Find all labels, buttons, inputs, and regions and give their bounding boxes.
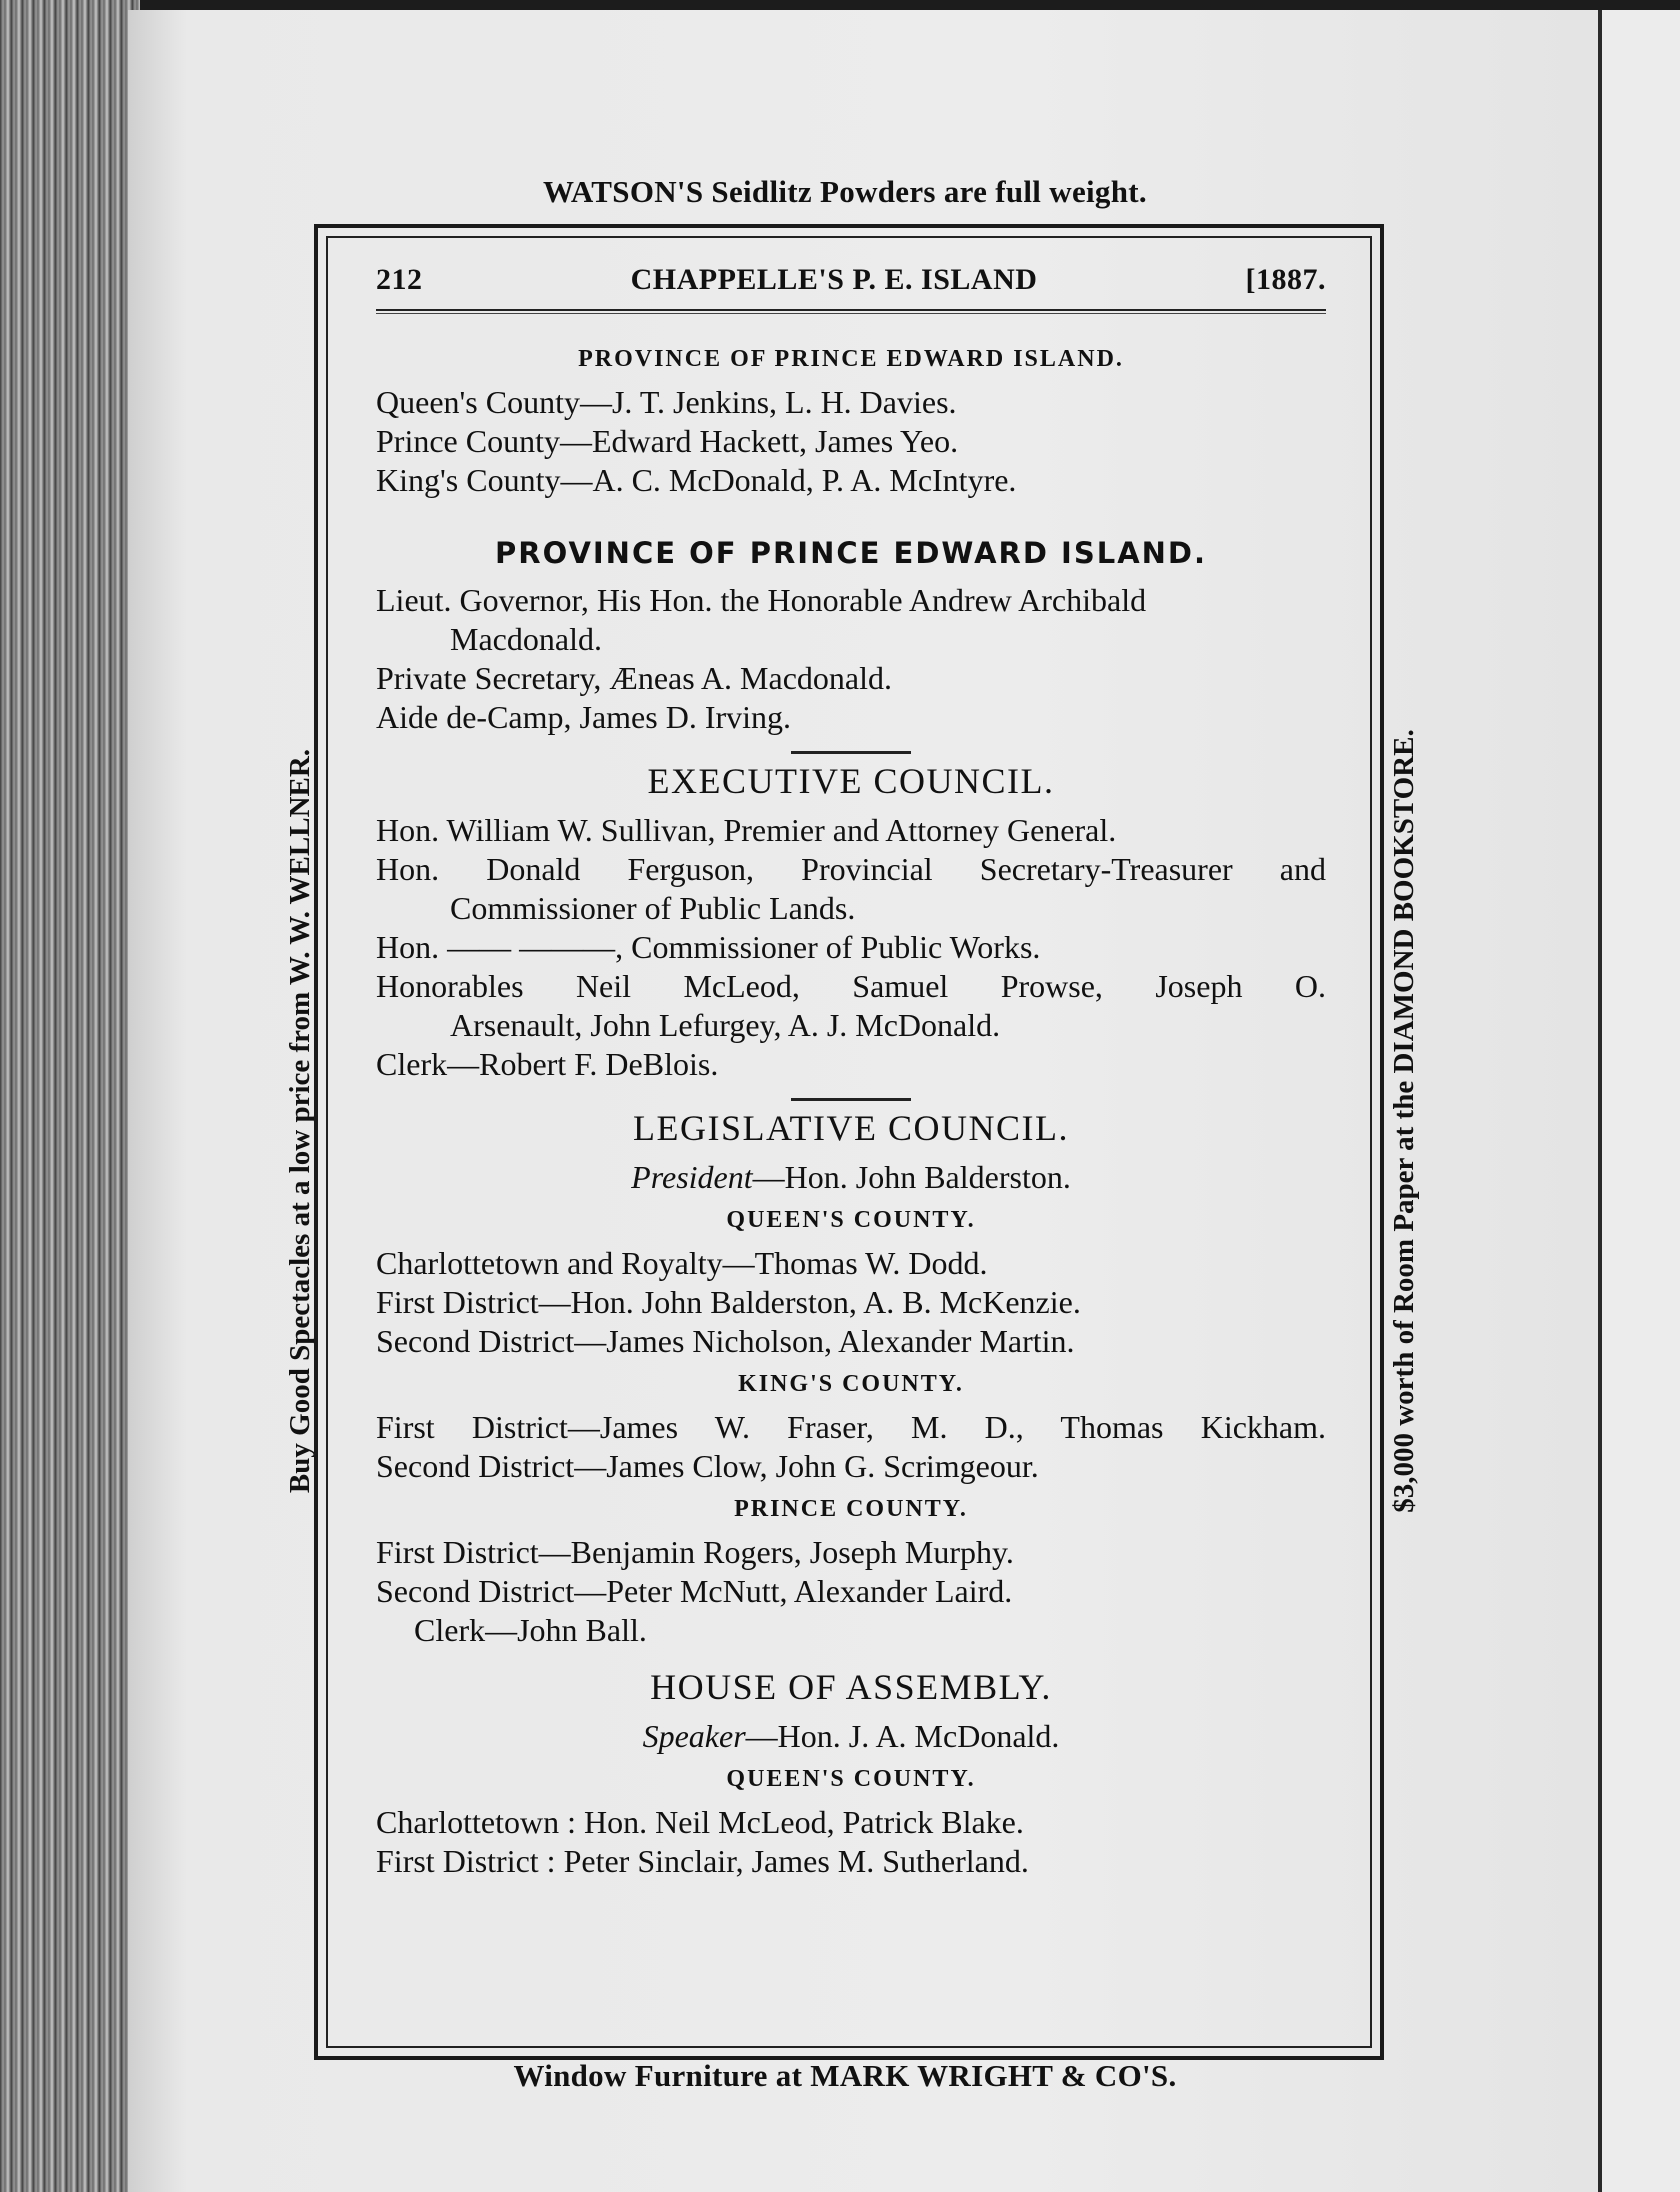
text-line: Charlottetown : Hon. Neil McLeod, Patrick Blake. (376, 1804, 1024, 1840)
president-name: —Hon. John Balderston. (752, 1159, 1071, 1195)
running-title: CHAPPELLE'S P. E. ISLAND (630, 263, 1038, 296)
section-heading-province: PROVINCE OF PRINCE EDWARD ISLAND. (494, 536, 1207, 570)
left-advertisement: Buy Good Spectacles at a low price from W. W. WELLNER. (284, 748, 316, 1494)
text-line: Prince County—Edward Hackett, James Yeo. (376, 423, 959, 459)
text-line: King's County—A. C. McDonald, P. A. McIntyre. (376, 462, 1017, 498)
section-heading-members: PROVINCE OF PRINCE EDWARD ISLAND. (578, 346, 1124, 372)
bottom-advertisement: Window Furniture at MARK WRIGHT & CO'S. (513, 2058, 1177, 2093)
page-year: [1887. (1245, 263, 1326, 296)
right-advertisement: $3,000 worth of Room Paper at the DIAMOND BOOKSTORE. (1388, 729, 1420, 1513)
text-line: Charlottetown and Royalty—Thomas W. Dodd. (376, 1245, 988, 1281)
text-line: First District—Hon. John Balderston, A. B. McKenzie. (376, 1284, 1081, 1320)
text-line: Hon. William W. Sullivan, Premier and Attorney General. (376, 812, 1117, 848)
text-line: First District—James W. Fraser, M. D., Thomas Kickham. (376, 1409, 1326, 1445)
text-line: Honorables Neil McLeod, Samuel Prowse, Joseph O. (376, 968, 1326, 1004)
text-line: Hon. —— ———, Commissioner of Public Works. (376, 929, 1041, 965)
text-line: First District : Peter Sinclair, James M. Sutherland. (376, 1843, 1029, 1879)
county-heading: PRINCE COUNTY. (734, 1496, 968, 1522)
county-heading: QUEEN'S COUNTY. (726, 1207, 976, 1233)
separator-rule (791, 751, 911, 754)
header-rule (376, 309, 1326, 311)
header-rule-thin (376, 313, 1326, 314)
separator-rule (791, 1098, 911, 1101)
section-heading-legislative: LEGISLATIVE COUNCIL. (633, 1108, 1069, 1148)
speaker-label: Speaker (642, 1718, 746, 1754)
page-content (376, 260, 1326, 1881)
page-number: 212 (376, 263, 423, 296)
text-line: Hon. Donald Ferguson, Provincial Secretary-Treasurer and (376, 851, 1326, 887)
book-page-edges (0, 0, 140, 2192)
text-line: First District—Benjamin Rogers, Joseph Murphy. (376, 1534, 1014, 1570)
speaker-line (376, 1717, 1326, 1756)
text-line: Second District—James Nicholson, Alexander Martin. (376, 1323, 1075, 1359)
top-advertisement: WATSON'S Seidlitz Powders are full weight. (543, 174, 1147, 209)
president-label: President (631, 1159, 753, 1195)
section-heading-executive: EXECUTIVE COUNCIL. (647, 761, 1055, 801)
text-line: Clerk—Robert F. DeBlois. (376, 1046, 719, 1082)
next-page-edge (1598, 10, 1680, 2192)
text-line: Commissioner of Public Lands. (450, 890, 856, 926)
text-line: Private Secretary, Æneas A. Macdonald. (376, 660, 892, 696)
president-line (376, 1158, 1326, 1197)
speaker-name: —Hon. J. A. McDonald. (745, 1718, 1060, 1754)
text-line: Macdonald. (450, 621, 602, 657)
running-header (376, 260, 1326, 299)
county-heading: QUEEN'S COUNTY. (726, 1766, 976, 1792)
spacer (376, 1650, 1326, 1660)
text-line: Clerk—John Ball. (414, 1612, 647, 1648)
text-line: Lieut. Governor, His Hon. the Honorable Andrew Archibald (376, 582, 1147, 618)
text-line: Second District—James Clow, John G. Scrimgeour. (376, 1448, 1039, 1484)
text-line: Queen's County—J. T. Jenkins, L. H. Davies. (376, 384, 957, 420)
text-line: Second District—Peter McNutt, Alexander Laird. (376, 1573, 1013, 1609)
text-line: Aide de-Camp, James D. Irving. (376, 699, 792, 735)
text-line: Arsenault, John Lefurgey, A. J. McDonald. (450, 1007, 1001, 1043)
section-heading-assembly: HOUSE OF ASSEMBLY. (650, 1667, 1052, 1707)
county-heading: KING'S COUNTY. (738, 1371, 964, 1397)
